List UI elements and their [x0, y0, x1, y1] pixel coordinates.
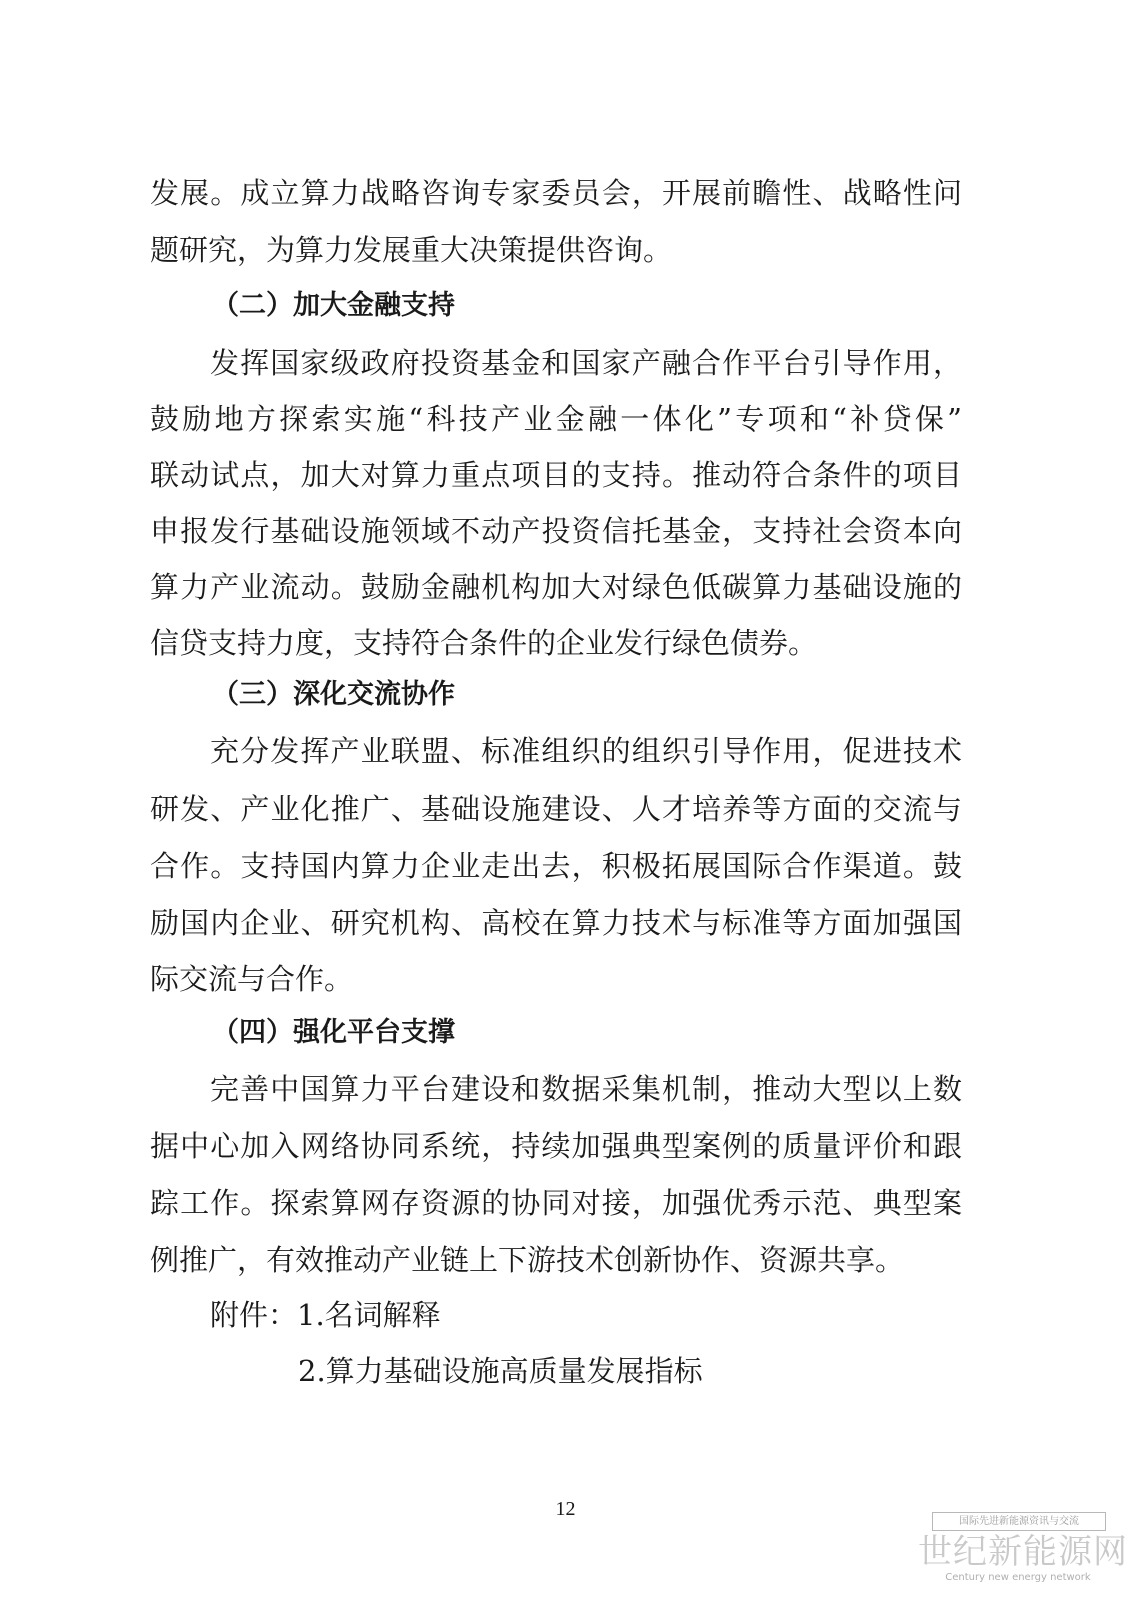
attachment-item: 2.算力基础设施高质量发展指标: [298, 1354, 703, 1388]
paragraph-line: 算力产业流动。鼓励金融机构加大对绿色低碳算力基础设施的: [150, 570, 962, 604]
paragraph-line: 据中心加入网络协同系统，持续加强典型案例的质量评价和跟: [150, 1129, 962, 1163]
paragraph-line: 申报发行基础设施领域不动产投资信托基金，支持社会资本向: [150, 514, 962, 548]
watermark-logo: [918, 1512, 1128, 1592]
watermark-sub-text: Century new energy network: [945, 1572, 1091, 1583]
paragraph-line: 例推广，有效推动产业链上下游技术创新协作、资源共享。: [150, 1243, 905, 1277]
paragraph-line: 题研究，为算力发展重大决策提供咨询。: [150, 233, 673, 267]
attachment-label: 附件：1.名词解释: [210, 1298, 441, 1332]
page-number: 12: [555, 1498, 576, 1520]
section-heading-exchange: （三）深化交流协作: [212, 679, 455, 710]
section-heading-finance: （二）加大金融支持: [212, 290, 455, 321]
paragraph-line: 充分发挥产业联盟、标准组织的组织引导作用，促进技术: [210, 734, 962, 768]
watermark-top-text: 国际先进新能源资讯与交流: [932, 1512, 1106, 1531]
section-heading-platform: （四）强化平台支撑: [212, 1017, 455, 1048]
paragraph-line: 完善中国算力平台建设和数据采集机制，推动大型以上数: [210, 1072, 962, 1106]
paragraph-line: 踪工作。探索算网存资源的协同对接，加强优秀示范、典型案: [150, 1186, 962, 1220]
watermark-main-text: 世纪新能源网: [918, 1532, 1128, 1572]
paragraph-line: 研发、产业化推广、基础设施建设、人才培养等方面的交流与: [150, 792, 962, 826]
paragraph-line: 励国内企业、研究机构、高校在算力技术与标准等方面加强国: [150, 906, 962, 940]
paragraph-line: 合作。支持国内算力企业走出去，积极拓展国际合作渠道。鼓: [150, 849, 962, 883]
paragraph-line: 信贷支持力度，支持符合条件的企业发行绿色债券。: [150, 626, 818, 660]
paragraph-line: 发挥国家级政府投资基金和国家产融合作平台引导作用，: [210, 346, 962, 380]
paragraph-line: 发展。成立算力战略咨询专家委员会，开展前瞻性、战略性问: [150, 176, 962, 210]
paragraph-line: 联动试点，加大对算力重点项目的支持。推动符合条件的项目: [150, 458, 962, 492]
paragraph-line: 际交流与合作。: [150, 962, 354, 996]
paragraph-line: 鼓励地方探索实施“科技产业金融一体化”专项和“补贷保”: [150, 402, 962, 436]
